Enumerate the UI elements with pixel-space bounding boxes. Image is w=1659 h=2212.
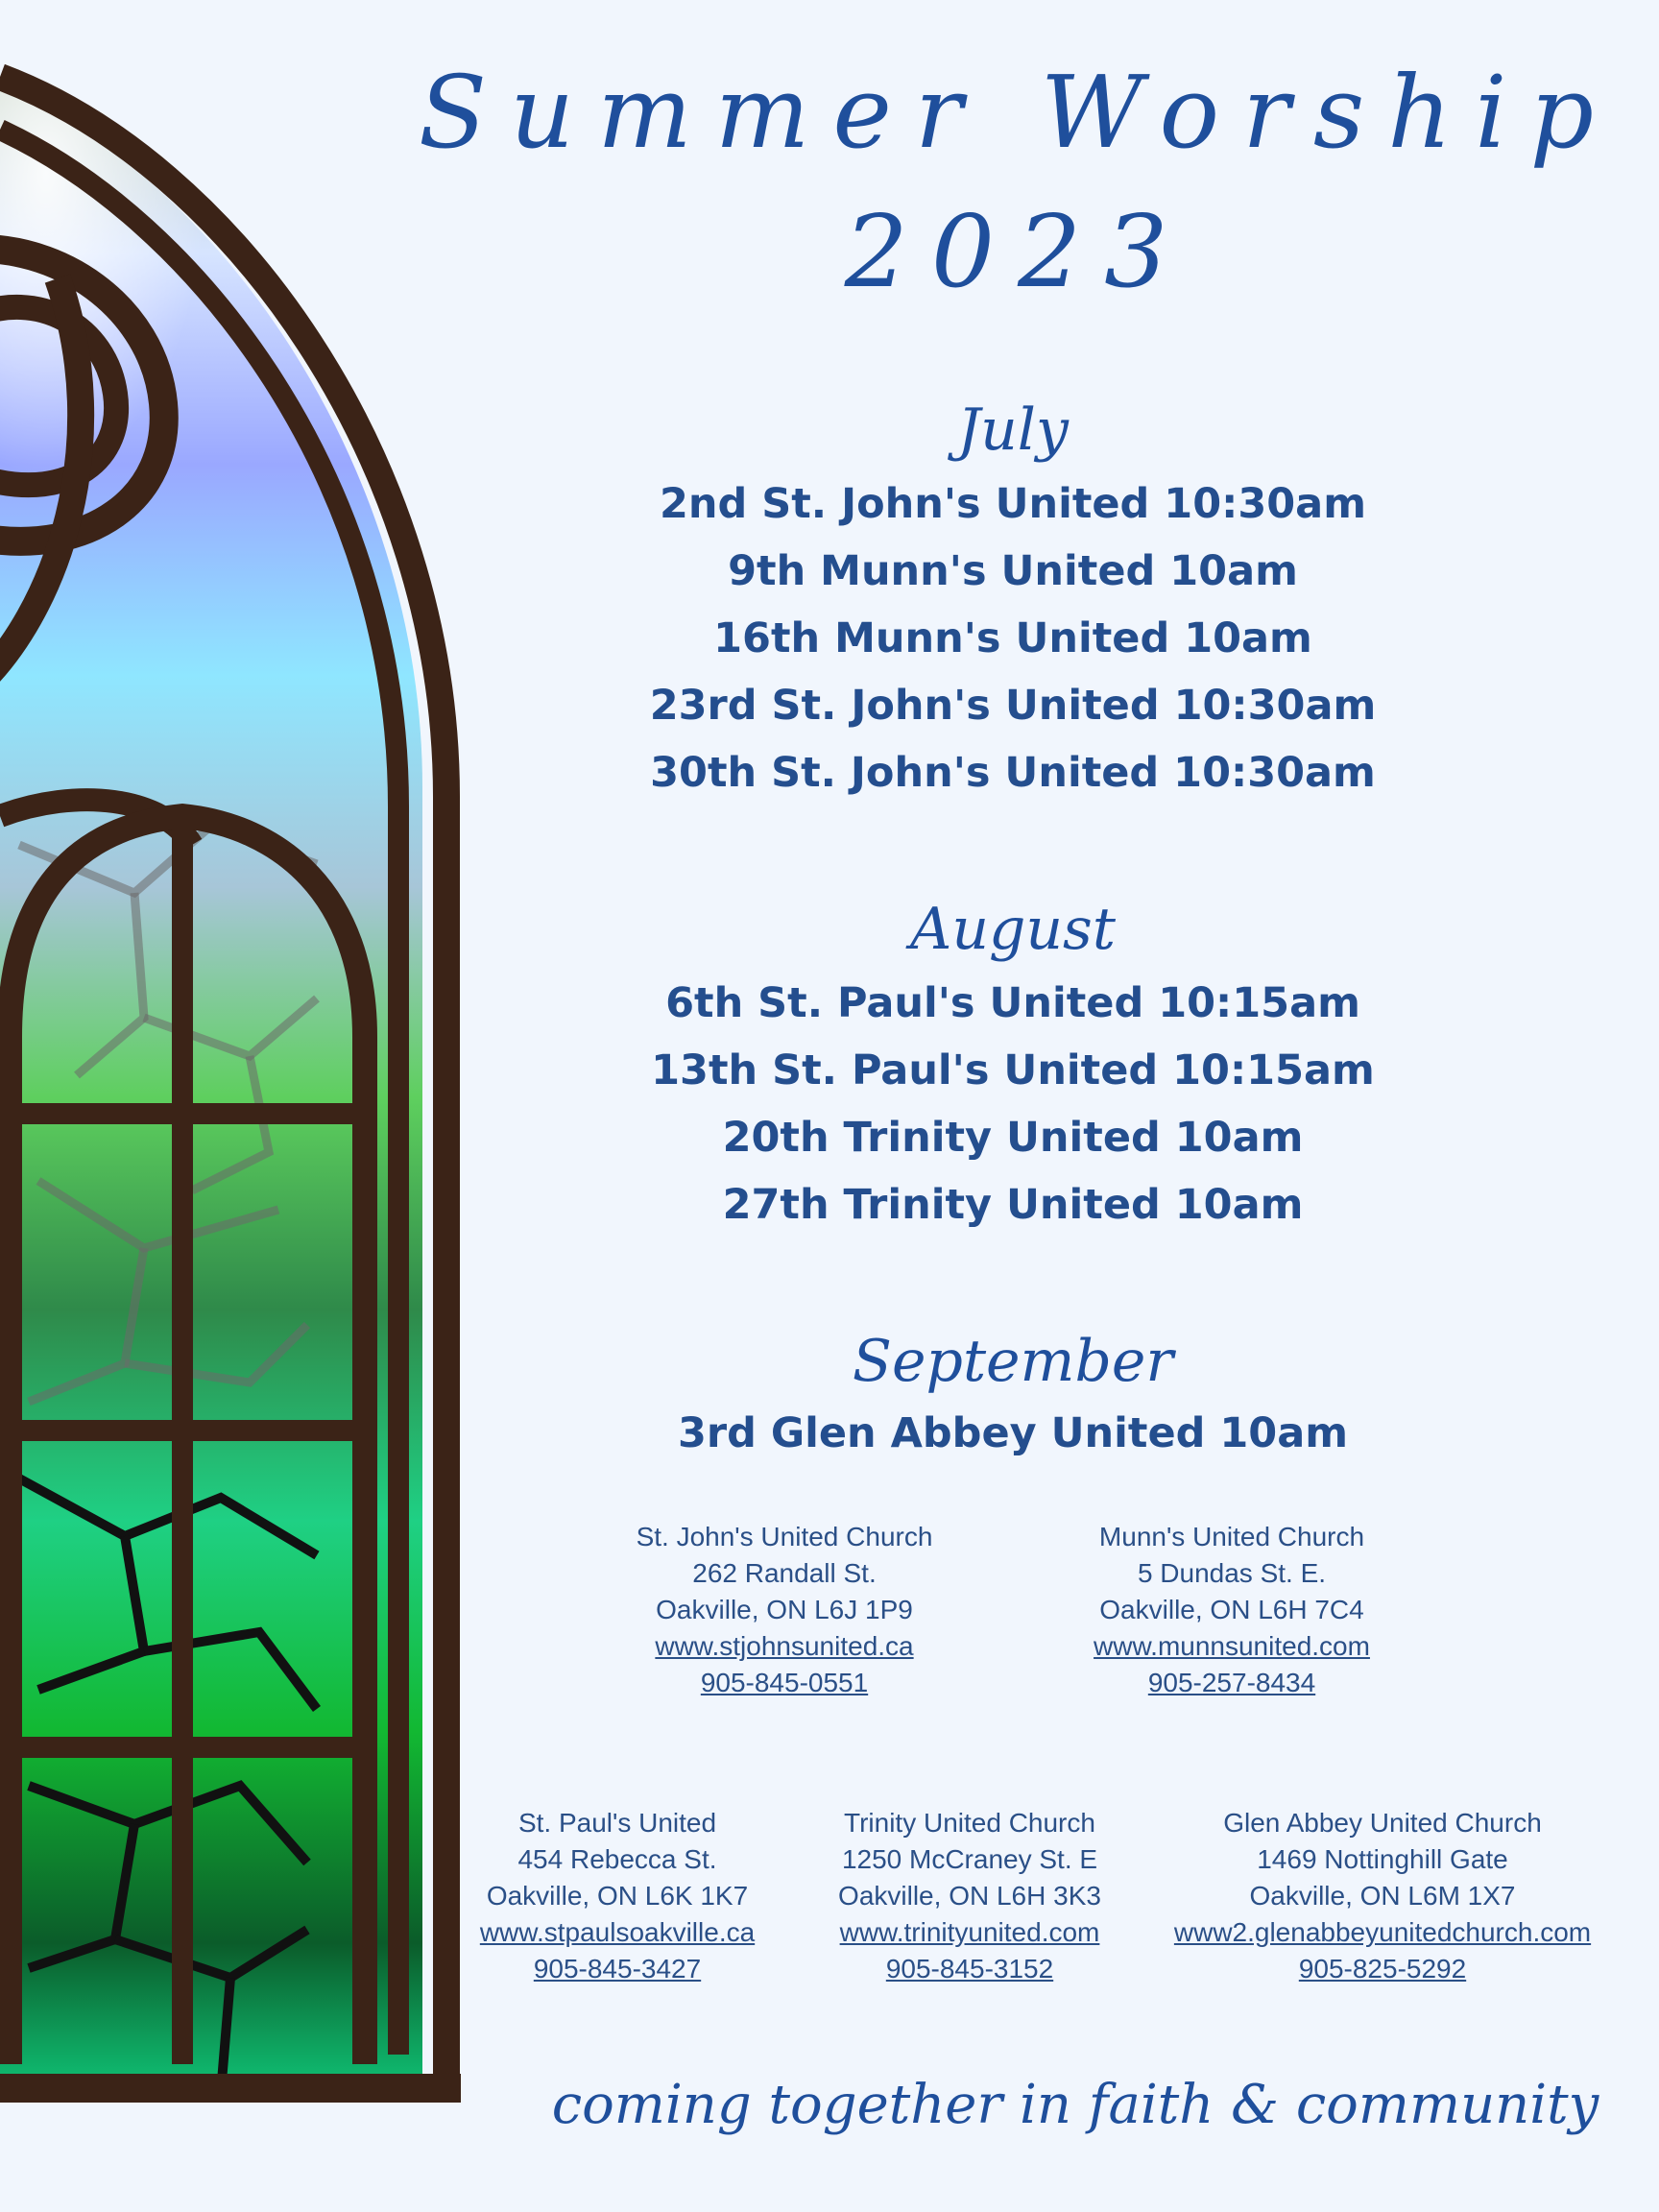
church-phone-link[interactable]: 905-845-3427 xyxy=(533,1954,702,1984)
tagline: coming together in faith & community xyxy=(551,2074,1599,2136)
schedule-item: 9th Munn's United 10am xyxy=(728,547,1298,595)
church-contact-munns xyxy=(1040,1519,1424,1701)
month-heading-september: September xyxy=(852,1328,1174,1395)
church-contact-trinity xyxy=(811,1805,1128,1987)
month-heading-july: July xyxy=(957,397,1069,464)
church-phone-link[interactable]: 905-845-3152 xyxy=(885,1954,1054,1984)
schedule-item: 16th Munn's United 10am xyxy=(713,614,1312,662)
church-website-link[interactable]: www2.glenabbeyunitedchurch.com xyxy=(1173,1917,1592,1947)
church-city: Oakville, ON L6H 3K3 xyxy=(838,1881,1101,1911)
church-contact-st-pauls xyxy=(454,1805,781,1987)
church-street: 262 Randall St. xyxy=(692,1558,877,1588)
church-name: Munn's United Church xyxy=(1098,1522,1365,1551)
schedule-item: 6th St. Paul's United 10:15am xyxy=(665,979,1360,1027)
schedule-item: 23rd St. John's United 10:30am xyxy=(649,682,1377,730)
schedule-item: 3rd Glen Abbey United 10am xyxy=(677,1409,1349,1457)
church-name: St. Paul's United xyxy=(517,1808,717,1838)
schedule-item: 2nd St. John's United 10:30am xyxy=(659,480,1367,528)
august-schedule xyxy=(413,970,1613,1238)
page-title: Summer Worship xyxy=(418,54,1618,171)
church-street: 1250 McCraney St. E xyxy=(841,1844,1098,1874)
church-phone-link[interactable]: 905-825-5292 xyxy=(1298,1954,1467,1984)
september-schedule xyxy=(413,1400,1613,1467)
church-phone-link[interactable]: 905-845-0551 xyxy=(700,1668,869,1697)
church-name: Glen Abbey United Church xyxy=(1223,1808,1542,1838)
schedule-item: 30th St. John's United 10:30am xyxy=(650,749,1376,797)
church-name: Trinity United Church xyxy=(844,1808,1095,1838)
month-heading-august: August xyxy=(910,896,1116,963)
church-website-link[interactable]: www.munnsunited.com xyxy=(1094,1631,1370,1661)
church-name: St. John's United Church xyxy=(636,1522,933,1551)
church-contact-st-johns xyxy=(592,1519,976,1701)
church-city: Oakville, ON L6K 1K7 xyxy=(486,1881,749,1911)
church-street: 5 Dundas St. E. xyxy=(1137,1558,1327,1588)
church-website-link[interactable]: www.stpaulsoakville.ca xyxy=(479,1917,756,1947)
page-title-year: 2023 xyxy=(844,193,1191,310)
church-phone-link[interactable]: 905-257-8434 xyxy=(1147,1668,1316,1697)
schedule-item: 13th St. Paul's United 10:15am xyxy=(651,1046,1375,1094)
church-city: Oakville, ON L6J 1P9 xyxy=(656,1595,913,1624)
schedule-item: 27th Trinity United 10am xyxy=(722,1181,1304,1229)
church-street: 1469 Nottinghill Gate xyxy=(1257,1844,1508,1874)
church-city: Oakville, ON L6H 7C4 xyxy=(1099,1595,1364,1624)
church-website-link[interactable]: www.trinityunited.com xyxy=(839,1917,1100,1947)
schedule-item: 20th Trinity United 10am xyxy=(722,1114,1304,1162)
church-website-link[interactable]: www.stjohnsunited.ca xyxy=(655,1631,914,1661)
july-schedule xyxy=(413,470,1613,806)
church-contact-glen-abbey xyxy=(1142,1805,1623,1987)
church-street: 454 Rebecca St. xyxy=(517,1844,717,1874)
stained-glass-window-illustration xyxy=(0,0,461,2112)
church-city: Oakville, ON L6M 1X7 xyxy=(1249,1881,1516,1911)
